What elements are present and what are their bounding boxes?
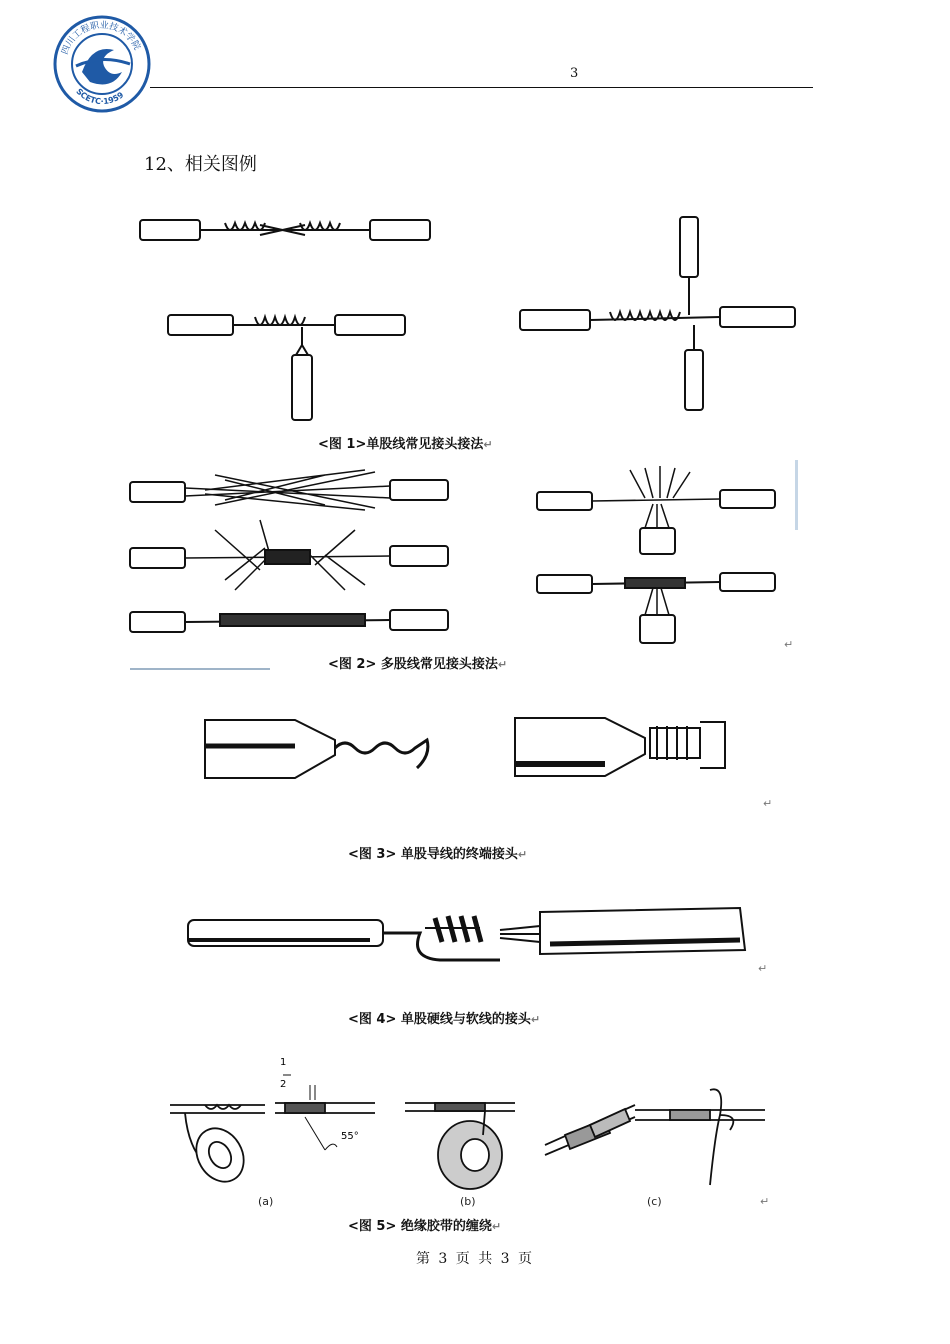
figure-1-illustration	[130, 205, 810, 425]
logo-text-top: 四川工程职业技术学院	[60, 20, 142, 57]
paragraph-mark: ↵	[784, 638, 794, 651]
paragraph-mark: ↵	[530, 1013, 541, 1026]
sublabel-a: (a)	[258, 1195, 274, 1208]
angle-annotation: 55°	[341, 1131, 359, 1142]
paragraph-mark: ↵	[760, 1195, 770, 1208]
paragraph-mark: ↵	[483, 438, 493, 451]
figure-4-illustration	[180, 898, 760, 978]
figure-2-caption: <图 2> 多股线常见接头接法	[328, 657, 498, 672]
school-logo	[52, 14, 152, 114]
fraction-top: 1	[280, 1057, 287, 1068]
figure-2-illustration	[125, 460, 785, 650]
figure-3-caption: <图 3> 单股导线的终端接头	[348, 847, 518, 862]
paragraph-mark: ↵	[497, 658, 508, 671]
figure-5-caption: <图 5> 绝缘胶带的缠绕	[348, 1219, 492, 1234]
paragraph-mark: ↵	[491, 1220, 502, 1233]
sublabel-b: (b)	[460, 1195, 476, 1208]
scan-artifact-horizontal	[130, 668, 270, 670]
paragraph-mark: ↵	[758, 962, 768, 975]
page-footer: 第 3 页 共 3 页	[415, 1251, 535, 1267]
figure-5-illustration	[165, 1055, 775, 1195]
logo-text-bottom: SCETC·1959	[74, 86, 126, 107]
header-page-number: 3	[570, 66, 579, 81]
figure-3-illustration	[195, 710, 755, 790]
figure-4-caption: <图 4> 单股硬线与软线的接头	[348, 1012, 531, 1027]
section-title: 12、相关图例	[144, 154, 257, 175]
fraction-bottom: 2	[280, 1079, 287, 1090]
figure-1-caption: <图 1>单股线常见接头接法	[318, 437, 484, 452]
sublabel-c: (c)	[647, 1195, 662, 1208]
paragraph-mark: ↵	[517, 848, 528, 861]
scan-artifact-vertical	[795, 460, 798, 530]
header-rule	[150, 87, 813, 88]
paragraph-mark: ↵	[763, 797, 773, 810]
